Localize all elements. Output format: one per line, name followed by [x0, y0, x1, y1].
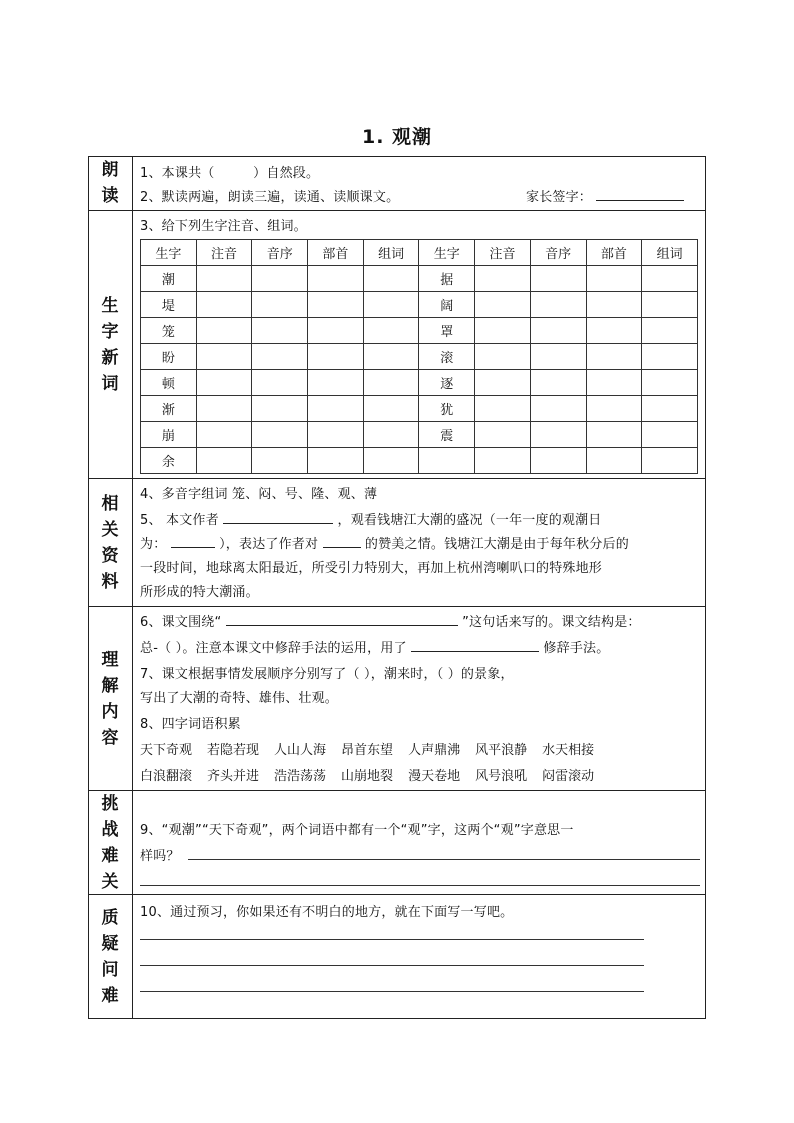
answer-cell[interactable]: [252, 396, 308, 422]
q5-text: ），表达了作者对: [219, 537, 319, 552]
answer-cell[interactable]: [475, 292, 531, 318]
answer-cell[interactable]: [363, 448, 419, 474]
question-5-line4: 所形成的特大潮涌。: [140, 585, 259, 600]
answer-cell[interactable]: [642, 448, 698, 474]
char-cell: 震: [419, 422, 475, 448]
char-cell: 据: [419, 266, 475, 292]
answer-cell[interactable]: [586, 344, 642, 370]
answer-cell[interactable]: [586, 292, 642, 318]
question-2: 2、默读两遍，朗读三遍，读通、读顺课文。: [140, 190, 400, 205]
label-char: 问: [101, 960, 119, 980]
question-5-line3: 一段时间，地球离太阳最近，所受引力特别大，再加上杭州湾喇叭口的特殊地形: [140, 561, 603, 576]
char-cell: 逐: [419, 370, 475, 396]
q5-text: 5、 本文作者: [140, 513, 219, 528]
q6-text: ”这句话来写的。课文结构是：: [462, 615, 641, 630]
word-item: 白浪翻滚: [140, 769, 193, 784]
answer-cell[interactable]: [308, 318, 364, 344]
answer-cell[interactable]: [530, 448, 586, 474]
answer-cell[interactable]: [252, 370, 308, 396]
label-char: 生: [101, 295, 119, 316]
word-item: 漫天卷地: [408, 769, 461, 784]
q1-prefix: 1、本课共（: [140, 166, 215, 181]
question-6-line2: [140, 637, 609, 656]
answer-cell[interactable]: [475, 448, 531, 474]
header-cell: 音序: [530, 240, 586, 266]
answer-cell[interactable]: [308, 396, 364, 422]
header-cell: 部首: [308, 240, 364, 266]
word-item: 闷雷滚动: [542, 769, 595, 784]
char-cell: 顿: [141, 370, 197, 396]
parent-sign-label: 家长签字：: [526, 190, 593, 205]
word-item: 天下奇观: [140, 743, 193, 758]
section-understanding: [88, 606, 706, 790]
table-row: [141, 318, 698, 344]
question-8: 8、四字词语积累: [140, 717, 241, 732]
answer-cell[interactable]: [642, 370, 698, 396]
table-row: [141, 422, 698, 448]
header-cell: 生字: [141, 240, 197, 266]
answer-cell[interactable]: [586, 448, 642, 474]
table-row: [141, 448, 698, 474]
header-cell: 组词: [363, 240, 419, 266]
answer-cell[interactable]: [308, 266, 364, 292]
answer-cell[interactable]: [530, 344, 586, 370]
answer-cell[interactable]: [530, 318, 586, 344]
word-item: 山崩地裂: [341, 769, 394, 784]
char-cell: 犹: [419, 396, 475, 422]
answer-cell[interactable]: [586, 266, 642, 292]
answer-cell[interactable]: [475, 344, 531, 370]
header-cell: 组词: [642, 240, 698, 266]
label-char: 料: [101, 571, 119, 592]
answer-cell[interactable]: [196, 396, 252, 422]
label-char: 解: [101, 675, 119, 696]
word-row-1: [140, 739, 609, 758]
label-char: 字: [101, 321, 119, 342]
char-cell: 罩: [419, 318, 475, 344]
q6-text: 6、课文围绕“: [140, 615, 222, 630]
answer-cell[interactable]: [252, 422, 308, 448]
char-cell: 堤: [141, 292, 197, 318]
label-char: 新: [101, 347, 119, 368]
q5-text: 为：: [140, 537, 167, 552]
label-char: 资: [101, 545, 119, 566]
answer-cell[interactable]: [308, 422, 364, 448]
author-blank[interactable]: [223, 509, 333, 524]
answer-cell[interactable]: [530, 370, 586, 396]
answer-line[interactable]: [140, 885, 700, 886]
label-char: 战: [101, 819, 119, 840]
word-item: 人声鼎沸: [408, 743, 461, 758]
word-item: 若隐若现: [207, 743, 260, 758]
word-item: 昂首东望: [341, 743, 394, 758]
answer-line[interactable]: [140, 939, 644, 940]
question-3: 3、给下列生字注音、组词。: [140, 219, 307, 234]
header-cell: 注音: [475, 240, 531, 266]
answer-cell[interactable]: [308, 292, 364, 318]
question-5-line2: [140, 533, 629, 552]
word-row-2: [140, 765, 609, 784]
label-char: 朗: [101, 160, 119, 180]
label-char: 内: [101, 701, 119, 722]
question-6-line1: [140, 611, 641, 630]
answer-cell[interactable]: [363, 266, 419, 292]
section-materials: [88, 478, 706, 606]
char-cell: 余: [141, 448, 197, 474]
section-label-questions: [88, 895, 133, 1019]
char-cell: 滚: [419, 344, 475, 370]
answer-cell[interactable]: [196, 318, 252, 344]
label-char: 相: [101, 493, 119, 514]
label-char: 疑: [101, 934, 119, 954]
word-item: 浩浩荡荡: [274, 769, 327, 784]
char-cell: 笼: [141, 318, 197, 344]
answer-cell[interactable]: [196, 292, 252, 318]
table-row: [141, 370, 698, 396]
label-char: 关: [101, 871, 119, 892]
label-char: 理: [101, 649, 119, 670]
char-cell: 潮: [141, 266, 197, 292]
q6-text: 总-（ ）。注意本课文中修辞手法的运用，用了: [140, 641, 407, 656]
question-4: 4、多音字组词 笼、闷、号、隆、观、薄: [140, 487, 378, 502]
table-row: [141, 292, 698, 318]
answer-cell[interactable]: [642, 266, 698, 292]
answer-cell[interactable]: [475, 396, 531, 422]
answer-line[interactable]: [188, 859, 700, 860]
parent-signature: [526, 186, 684, 205]
answer-cell[interactable]: [308, 448, 364, 474]
header-cell: 注音: [196, 240, 252, 266]
word-item: 人山人海: [274, 743, 327, 758]
section-label-materials: [88, 479, 133, 606]
header-cell: 音序: [252, 240, 308, 266]
answer-cell[interactable]: [196, 370, 252, 396]
question-1: [140, 162, 319, 181]
answer-cell[interactable]: [642, 422, 698, 448]
answer-cell[interactable]: [363, 344, 419, 370]
word-item: 水天相接: [542, 743, 595, 758]
answer-line[interactable]: [140, 965, 644, 966]
answer-line[interactable]: [140, 991, 644, 992]
word-item: 风号浪吼: [475, 769, 528, 784]
question-7-line1: 7、课文根据事情发展顺序分别写了（ ），潮来时，（ ）的景象，: [140, 667, 514, 682]
question-9-line1: 9、“观潮”“天下奇观”，两个词语中都有一个“观”字，这两个“观”字意思一: [140, 823, 574, 838]
word-item: 齐头并进: [207, 769, 260, 784]
label-char: 难: [101, 845, 119, 866]
char-cell: 崩: [141, 422, 197, 448]
answer-cell[interactable]: [530, 396, 586, 422]
answer-cell[interactable]: [252, 344, 308, 370]
answer-cell[interactable]: [530, 292, 586, 318]
word-item: 风平浪静: [475, 743, 528, 758]
answer-cell[interactable]: [252, 266, 308, 292]
char-cell: [419, 448, 475, 474]
question-9-line2: 样吗？: [140, 849, 180, 864]
answer-cell[interactable]: [642, 396, 698, 422]
table-row: [141, 396, 698, 422]
answer-cell[interactable]: [475, 266, 531, 292]
answer-cell[interactable]: [586, 396, 642, 422]
answer-cell[interactable]: [475, 318, 531, 344]
answer-cell[interactable]: [530, 422, 586, 448]
answer-cell[interactable]: [475, 370, 531, 396]
answer-cell[interactable]: [475, 422, 531, 448]
char-cell: 渐: [141, 396, 197, 422]
section-reading: [88, 156, 706, 210]
answer-cell[interactable]: [586, 318, 642, 344]
answer-cell[interactable]: [642, 292, 698, 318]
label-char: 容: [101, 727, 119, 748]
char-cell: 盼: [141, 344, 197, 370]
q6-text: 修辞手法。: [543, 641, 610, 656]
answer-cell[interactable]: [252, 448, 308, 474]
page-title: 1. 观潮: [361, 126, 433, 148]
answer-cell[interactable]: [196, 422, 252, 448]
question-5-line1: [140, 509, 602, 528]
answer-cell[interactable]: [586, 370, 642, 396]
answer-cell[interactable]: [252, 292, 308, 318]
char-cell: 阔: [419, 292, 475, 318]
table-row: [141, 344, 698, 370]
rhetoric-blank[interactable]: [411, 637, 539, 652]
character-table: [140, 239, 698, 474]
answer-cell[interactable]: [252, 318, 308, 344]
section-label-reading: [88, 156, 133, 210]
section-chars: [88, 210, 706, 478]
section-label-understanding: [88, 607, 133, 790]
parent-sign-field[interactable]: [596, 186, 684, 201]
answer-cell[interactable]: [642, 344, 698, 370]
answer-cell[interactable]: [363, 370, 419, 396]
answer-cell[interactable]: [586, 422, 642, 448]
answer-cell[interactable]: [363, 292, 419, 318]
table-header-row: [141, 240, 698, 266]
q1-suffix: ）自然段。: [253, 166, 320, 181]
q5-text: ，观看钱塘江大潮的盛况（一年一度的观潮日: [337, 513, 602, 528]
section-challenge: [88, 790, 706, 894]
praise-blank[interactable]: [323, 533, 361, 548]
q5-text: 的赞美之情。钱塘江大潮是由于每年秋分后的: [364, 537, 629, 552]
answer-cell[interactable]: [308, 370, 364, 396]
date-blank[interactable]: [171, 533, 215, 548]
sentence-blank[interactable]: [226, 611, 458, 626]
label-char: 词: [101, 373, 119, 394]
label-char: 关: [101, 519, 119, 540]
section-label-chars: [88, 211, 133, 478]
question-10: 10、通过预习，你如果还有不明白的地方，就在下面写一写吧。: [140, 905, 514, 920]
answer-cell[interactable]: [530, 266, 586, 292]
header-cell: 生字: [419, 240, 475, 266]
label-char: 挑: [101, 793, 119, 814]
label-char: 读: [101, 186, 119, 206]
answer-cell[interactable]: [196, 266, 252, 292]
answer-cell[interactable]: [363, 396, 419, 422]
answer-cell[interactable]: [363, 318, 419, 344]
table-row: [141, 266, 698, 292]
label-char: 质: [101, 908, 119, 928]
question-7-line2: 写出了大潮的奇特、雄伟、壮观。: [140, 691, 339, 706]
section-questions: [88, 894, 706, 1019]
answer-cell[interactable]: [308, 344, 364, 370]
answer-cell[interactable]: [642, 318, 698, 344]
header-cell: 部首: [586, 240, 642, 266]
section-label-challenge: [88, 791, 133, 894]
label-char: 难: [101, 986, 119, 1006]
answer-cell[interactable]: [196, 344, 252, 370]
answer-cell[interactable]: [363, 422, 419, 448]
answer-cell[interactable]: [196, 448, 252, 474]
